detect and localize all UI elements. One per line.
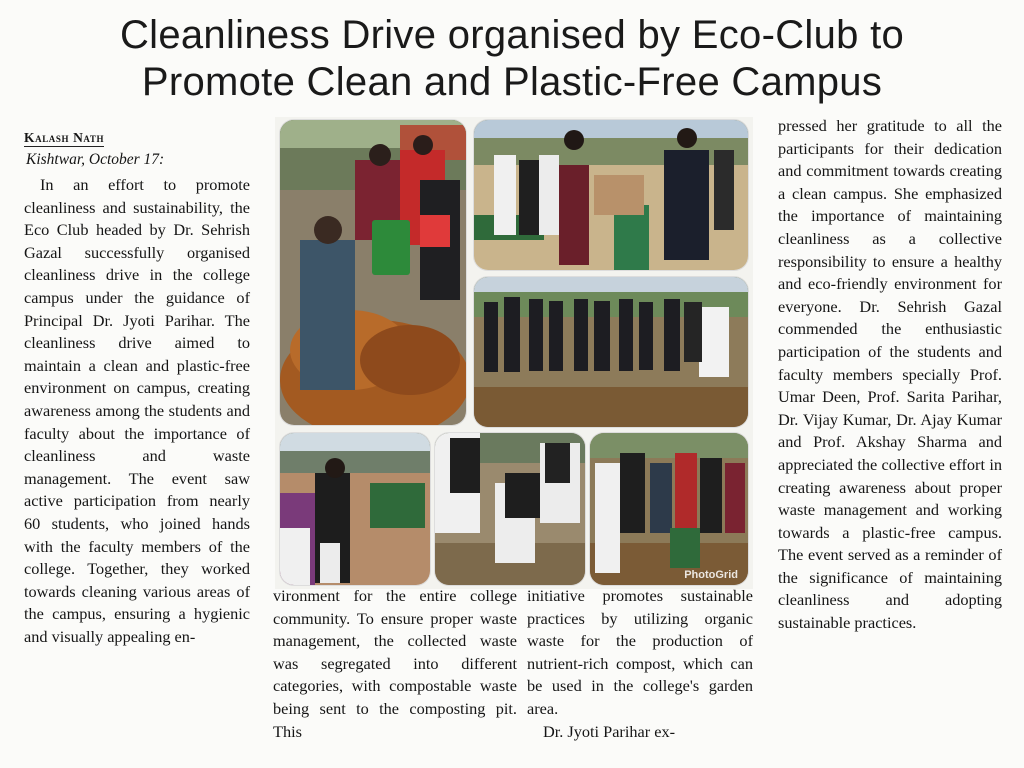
column-4-text: pressed her gratitude to all the participants for their dedication and commitment towards creating a clean campus. She emphasized the importance of maintaining cleanliness as a collective responsibility to ensure a healthy and eco-friendly environment for everyone. Dr. Sehrish Gazal commended the enthusiastic participation of the students and faculty members specially Prof. Umar Deen, Prof. Sarita Parihar, Dr. Vijay Kumar, Dr. Ajay Kumar and Prof. Akshay Sharma and appreciated the collective effort in creating awareness about proper waste management and working towards a plastic-free campus. The event served as a reminder of the significance of maintaining cleanliness and adopting sustainable practices. [778, 116, 1002, 633]
clipped-header-remnant [300, 0, 720, 3]
article-column-1 [24, 174, 250, 648]
headline [0, 12, 1024, 106]
dateline: Kishtwar, October 17: [26, 151, 165, 168]
photo-students-path [280, 433, 430, 585]
column-3-text-continued: Dr. Jyoti Parihar ex- [543, 721, 676, 741]
photo-group-sweeping [474, 277, 748, 427]
column-3-text: initiative promotes sustainable practices by utilizing organic waste for the production of nutrient-rich compost, which can be used in the college's garden area. [527, 586, 753, 718]
photo-green-bin [474, 120, 748, 270]
column-2-text: vironment for the entire college community. To ensure proper waste management, the collected waste was segregated into different categories, with compostable waste being sent to the composting pit. This [273, 586, 517, 741]
article-column-3 [527, 585, 753, 743]
byline-name: Kalash Nath [24, 130, 105, 145]
headline-line-2: Promote Clean and Plastic-Free Campus [141, 60, 883, 104]
headline-line-1: Cleanliness Drive organised by Eco-Club to [119, 13, 905, 57]
photogrid-watermark: PhotoGrid [684, 569, 738, 581]
photo-crowd-sweeping [590, 433, 748, 585]
article-column-2 [273, 585, 517, 743]
article-column-4 [778, 115, 1002, 635]
photo-picking-litter [435, 433, 585, 585]
column-1-text: In an effort to promote cleanliness and sustainability, the Eco Club headed by Dr. Sehrish Gazal successfully organised cleanliness drive in the college campus under the guidance of Principal Dr. Jyoti Parihar. The cleanliness drive aimed to maintain a clean and plastic-free environment on campus, creating awareness among the students and faculty about the importance of cleanliness and waste management. The event saw active participation from nearly 60 students, who joined hands with the faculty members of the college. Together, they worked towards cleaning various areas of the campus, ensuring a hygienic and visually appealing en- [24, 175, 250, 646]
photo-collage [275, 117, 753, 589]
photo-raking-leaves [280, 120, 466, 425]
byline [24, 130, 264, 146]
